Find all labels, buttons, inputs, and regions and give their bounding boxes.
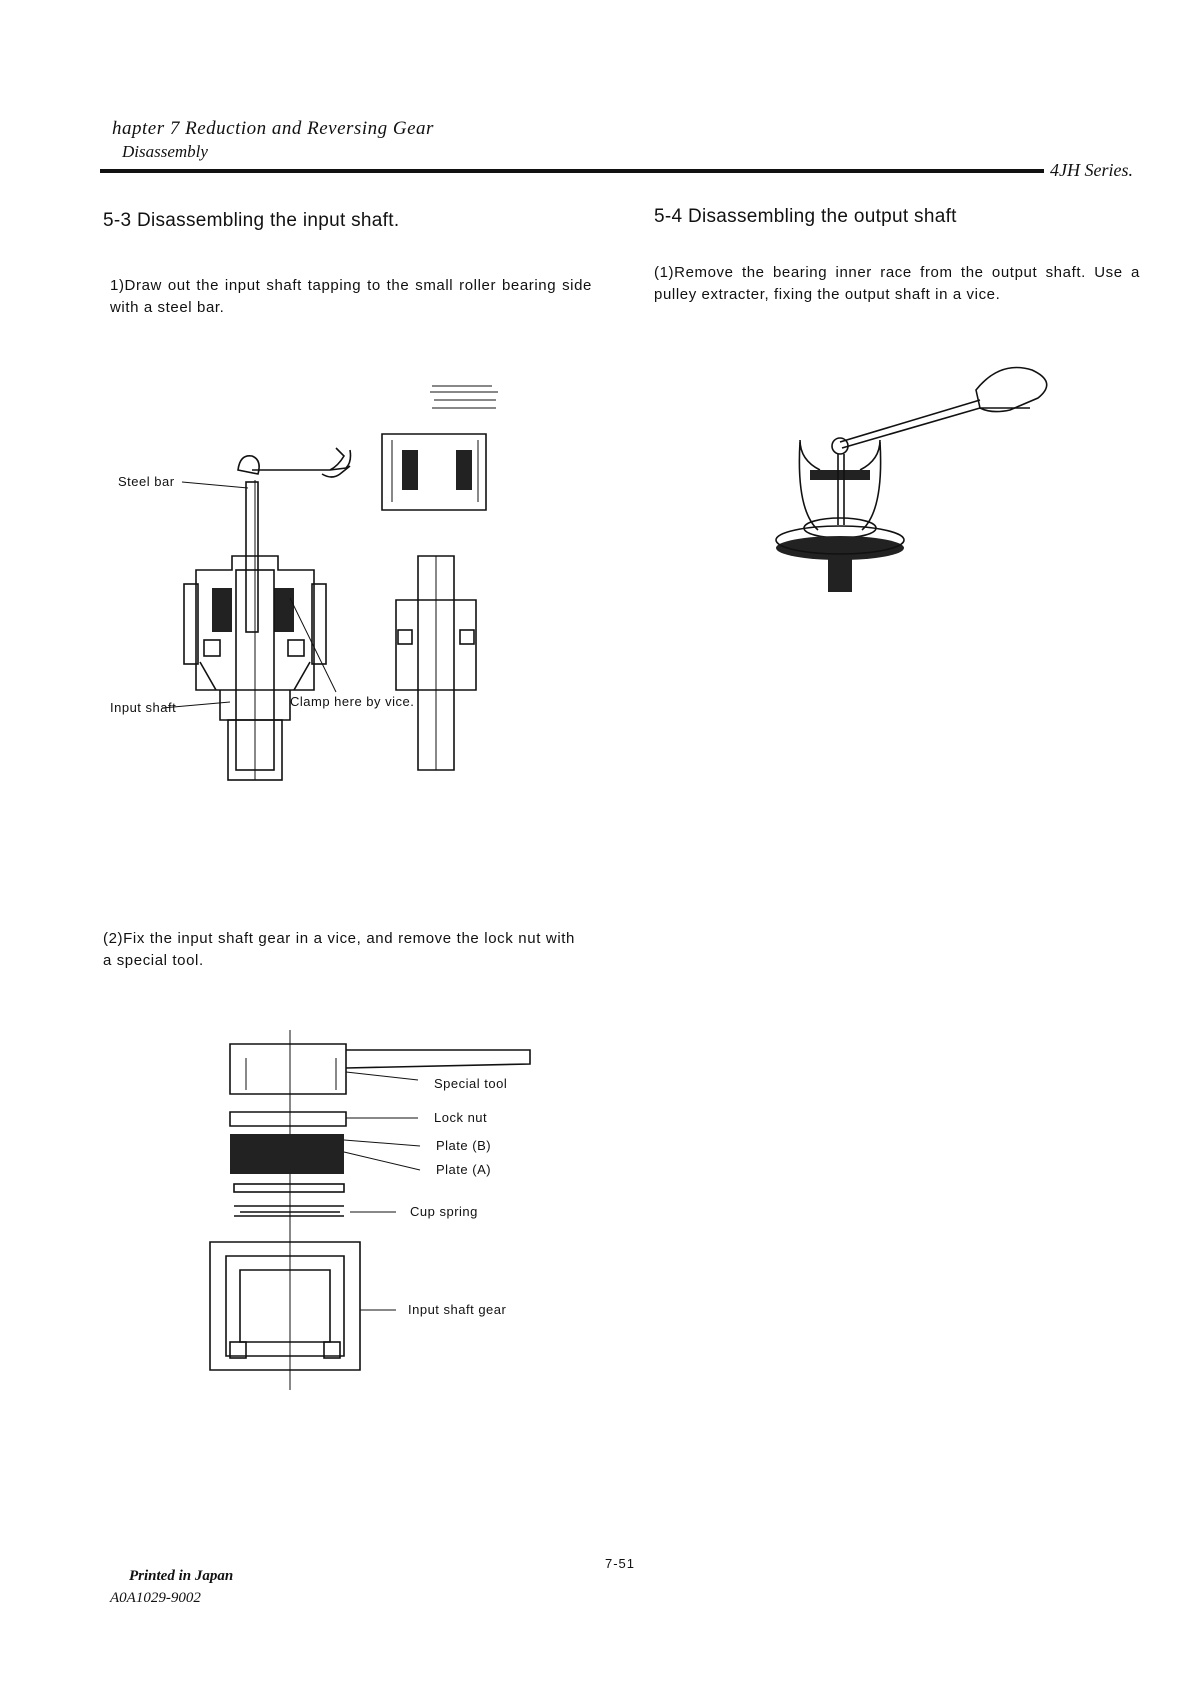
series-label: 4JH Series.: [1050, 160, 1133, 180]
label-lock-nut: Lock nut: [434, 1110, 488, 1125]
figure-input-shaft-removal: [100, 370, 560, 820]
chapter-subtitle: Disassembly: [122, 142, 208, 161]
label-clamp: Clamp here by vice.: [290, 694, 415, 709]
header-rule: [100, 169, 1044, 173]
page-number: 7-51: [605, 1556, 636, 1571]
label-plate-a: Plate (A): [436, 1162, 492, 1177]
label-cup-spring: Cup spring: [410, 1204, 478, 1219]
label-plate-b: Plate (B): [436, 1138, 492, 1153]
step-2-input-shaft: (2)Fix the input shaft gear in a vice, and remove the lock nut with a special tool.: [103, 930, 575, 969]
section-title-input-shaft: 5-3 Disassembling the input shaft.: [103, 210, 400, 231]
figure-exploded-lock-nut: [200, 1030, 560, 1410]
label-special-tool: Special tool: [434, 1076, 508, 1091]
document-code: A0A1029-9002: [110, 1590, 201, 1606]
step-1-input-shaft: 1)Draw out the input shaft tapping to the small roller bearing side with a steel bar.: [110, 277, 592, 316]
label-input-shaft-gear: Input shaft gear: [408, 1302, 507, 1317]
printed-in: Printed in Japan: [129, 1568, 234, 1584]
step-1-output-shaft: (1)Remove the bearing inner race from the output shaft. Use a pulley extracter, fixing the output shaft in a vice.: [654, 264, 1140, 303]
label-input-shaft: Input shaft: [110, 700, 177, 715]
section-title-output-shaft: 5-4 Disassembling the output shaft: [654, 206, 957, 227]
chapter-title: hapter 7 Reduction and Reversing Gear: [112, 118, 434, 139]
label-steel-bar: Steel bar: [118, 474, 175, 489]
figure-output-shaft-puller: [770, 350, 1070, 610]
